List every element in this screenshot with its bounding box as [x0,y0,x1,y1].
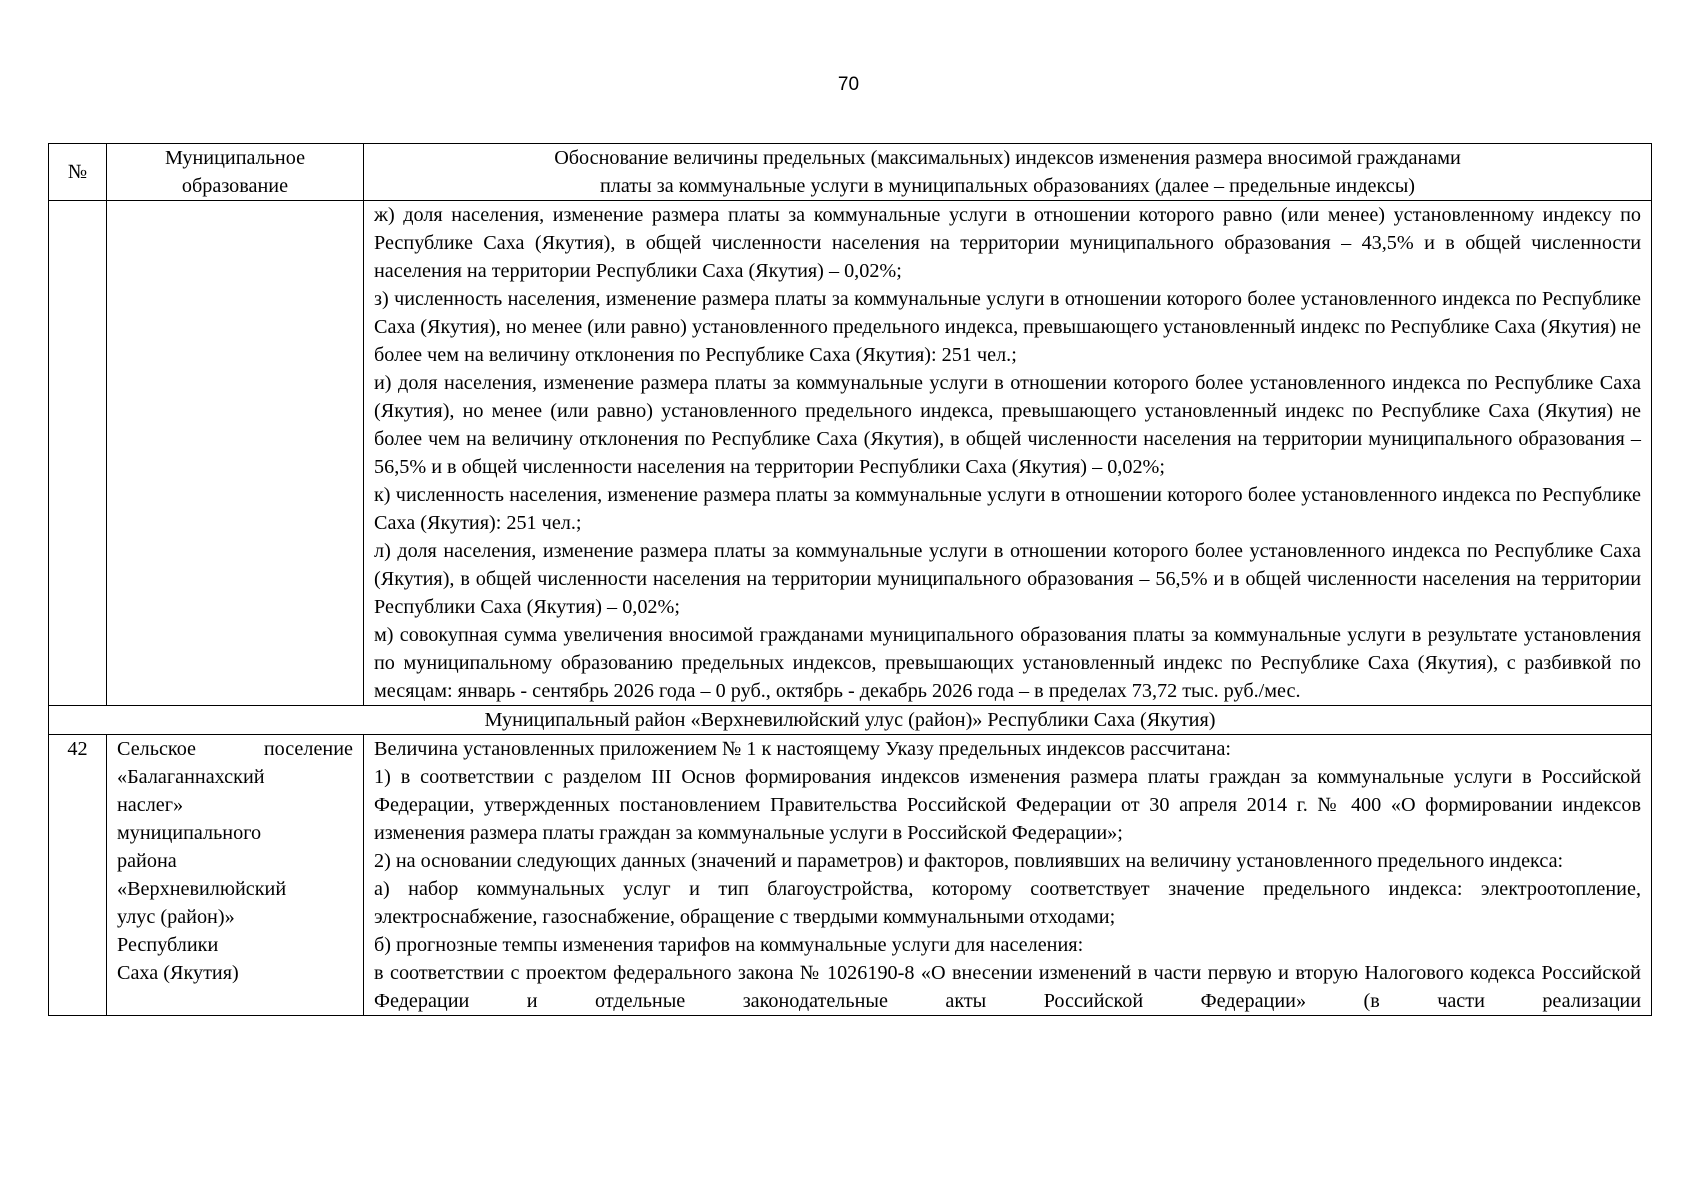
mo-line-1: Сельское поселение [117,738,353,760]
cell-municipality-42 [107,735,364,1016]
mo-line-8: Республики [117,934,219,956]
table-header-row [49,144,1652,201]
header-municipality-line-2: образование [181,175,289,197]
mo-line-3: наслег» [117,794,184,816]
header-justification-line-1: Обоснование величины предельных (максимальных) индексов изменения размера вносимой гражданами [554,147,1461,169]
paragraph-zh: ж) доля населения, изменение размера платы за коммунальные услуги в отношении которого равно (или менее) установленному индексу по Республике Саха (Якутия), в общей численности населения на территории муниципального образования – 43,5% и в общей численности населения на территории Республики Саха (Якутия) – 0,02%; [374,204,1641,282]
paragraph-m: м) совокупная сумма увеличения вносимой гражданами муниципального образования платы за коммунальные услуги в результате установления по муниципальному образованию предельных индексов, превышающих установленный индекс по Республике Саха (Якутия), с разбивкой по месяцам: январь - сентябрь 2026 года – 0 руб., октябрь - декабрь 2026 года – в пределах 73,72 тыс. руб./мес. [374,624,1641,702]
paragraph-b: б) прогнозные темпы изменения тарифов на коммунальные услуги для населения: [374,934,1084,956]
header-municipality-line-1: Муниципальное [164,147,306,169]
paragraph-2: 2) на основании следующих данных (значений и параметров) и факторов, повлиявших на величину установленного предельного индекса: [374,850,1564,872]
header-municipality [107,144,364,201]
section-title: Муниципальный район «Верхневилюйский улус (район)» Республики Саха (Якутия) [49,706,1652,735]
cell-municipality-empty [107,201,364,706]
header-justification-line-2: платы за коммунальные услуги в муниципальных образованиях (далее – предельные индексы) [599,175,1415,197]
table-row-42 [49,735,1652,1016]
index-justification-table [48,143,1652,1016]
cell-justification-42 [364,735,1652,1016]
paragraph-z: з) численность населения, изменение размера платы за коммунальные услуги в отношении которого более установленного индекса по Республике Саха (Якутия), но менее (или равно) установленного предельного индекса, превышающего установленный индекс по Республике Саха (Якутия) не более чем на величину отклонения по Республике Саха (Якутия): 251 чел.; [374,288,1641,366]
cell-number-empty [49,201,107,706]
mo-line-5: района [117,850,177,872]
paragraph-intro: Величина установленных приложением № 1 к настоящему Указу предельных индексов рассчитана: [374,738,1232,760]
header-number: № [49,144,107,201]
table-row-section [49,706,1652,735]
page-number: 70 [837,74,860,95]
mo-line-4: муниципального [117,822,262,844]
paragraph-i: и) доля населения, изменение размера платы за коммунальные услуги в отношении которого более установленного индекса по Республике Саха (Якутия), но менее (или равно) установленного предельного индекса, превышающего установленный индекс по Республике Саха (Якутия) не более чем на величину отклонения по Республике Саха (Якутия), в общей численности населения на территории муниципального образования – 56,5% и в общей численности населения на территории Республики Саха (Якутия) – 0,02%; [374,372,1641,478]
table-row-continued [49,201,1652,706]
paragraph-law: в соответствии с проектом федерального закона № 1026190-8 «О внесении изменений в части первую и вторую Налогового кодекса Российской Федерации и отдельные законодательные акты Российской Федерации» (в части реализации [374,962,1641,1012]
mo-line-2: «Балаганнахский [117,766,265,788]
paragraph-a: а) набор коммунальных услуг и тип благоустройства, которому соответствует значение предельного индекса: электроотопление, электроснабжение, газоснабжение, обращение с твердыми коммунальными отходами; [374,878,1641,928]
mo-line-7: улус (район)» [117,906,235,928]
cell-justification-continued [364,201,1652,706]
paragraph-1: 1) в соответствии с разделом III Основ формирования индексов изменения размера платы граждан за коммунальные услуги в Российской Федерации, утвержденных постановлением Правительства Российской Федерации от 30 апреля 2014 г. № 400 «О формировании индексов изменения размера платы граждан за коммунальные услуги в Российской Федерации»; [374,766,1641,844]
paragraph-k: к) численность населения, изменение размера платы за коммунальные услуги в отношении которого более установленного индекса по Республике Саха (Якутия): 251 чел.; [374,484,1641,534]
mo-line-6: «Верхневилюйский [117,878,287,900]
paragraph-l: л) доля населения, изменение размера платы за коммунальные услуги в отношении которого более установленного индекса по Республике Саха (Якутия), в общей численности населения на территории муниципального образования – 56,5% и в общей численности населения на территории Республики Саха (Якутия) – 0,02%; [374,540,1641,618]
header-justification [364,144,1652,201]
mo-line-9: Саха (Якутия) [117,962,239,984]
cell-number-42: 42 [49,735,107,1016]
